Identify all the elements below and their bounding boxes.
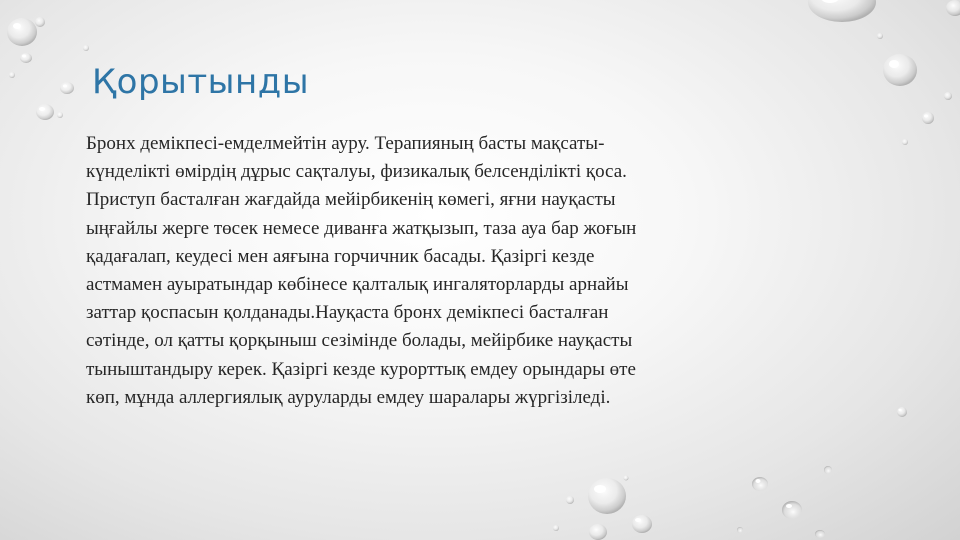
water-drop: [808, 0, 876, 22]
water-drop: [553, 525, 559, 531]
water-drop: [782, 501, 802, 519]
body-line: көп, мұнда аллергиялық ауруларды емдеу шаралары жүргізіледі.: [86, 386, 611, 408]
body-line: Бронх демікпесі-емделмейтін ауру. Терапияның басты мақсаты-: [86, 133, 605, 154]
body-line: заттар қоспасын қолданады.Науқаста бронх демікпесі басталған: [86, 302, 609, 324]
water-drop: [902, 139, 908, 145]
body-line: тыныштандыру керек. Қазіргі кезде курорттық емдеу орындары өте: [86, 358, 636, 380]
water-drop: [922, 112, 934, 124]
water-drop: [944, 92, 952, 100]
water-drop: [83, 45, 89, 51]
water-drop: [824, 466, 832, 474]
water-drop: [589, 524, 607, 540]
body-line: Приступ басталған жағдайда мейірбикенің көмегі, яғни науқасты: [86, 189, 616, 211]
water-drop: [737, 527, 743, 533]
body-line: қадағалап, кеудесі мен аяғына горчичник басады. Қазіргі кезде: [86, 245, 595, 267]
water-drop: [20, 53, 32, 63]
water-drop: [588, 478, 626, 514]
water-drop: [877, 33, 883, 39]
body-line: ыңғайлы жерге төсек немесе диванға жатқызып, таза ауа бар жоғын: [86, 217, 637, 239]
water-drop: [624, 476, 629, 481]
body-line: сәтінде, ол қатты қорқыныш сезімінде болады, мейірбике науқасты: [86, 330, 633, 352]
body-line: астмамен ауыратындар көбінесе қалталық ингаляторларды арнайы: [86, 274, 629, 296]
water-drop: [883, 54, 917, 86]
water-drop: [9, 72, 15, 78]
body-line: күнделікті өмірдің дұрыс сақталуы, физикалық белсенділікті қоса.: [86, 161, 627, 183]
water-drop: [897, 407, 907, 417]
water-drop: [57, 112, 63, 118]
slide-body-text: [86, 130, 806, 412]
water-drop: [632, 515, 652, 533]
water-drop: [566, 496, 574, 504]
water-drop: [7, 18, 37, 46]
water-drop: [60, 82, 74, 94]
water-drop: [36, 104, 54, 120]
water-drop: [35, 17, 45, 27]
slide-title: Қорытынды: [92, 62, 310, 102]
water-drop: [815, 530, 825, 538]
water-drop: [946, 0, 960, 16]
water-drop: [752, 477, 768, 491]
